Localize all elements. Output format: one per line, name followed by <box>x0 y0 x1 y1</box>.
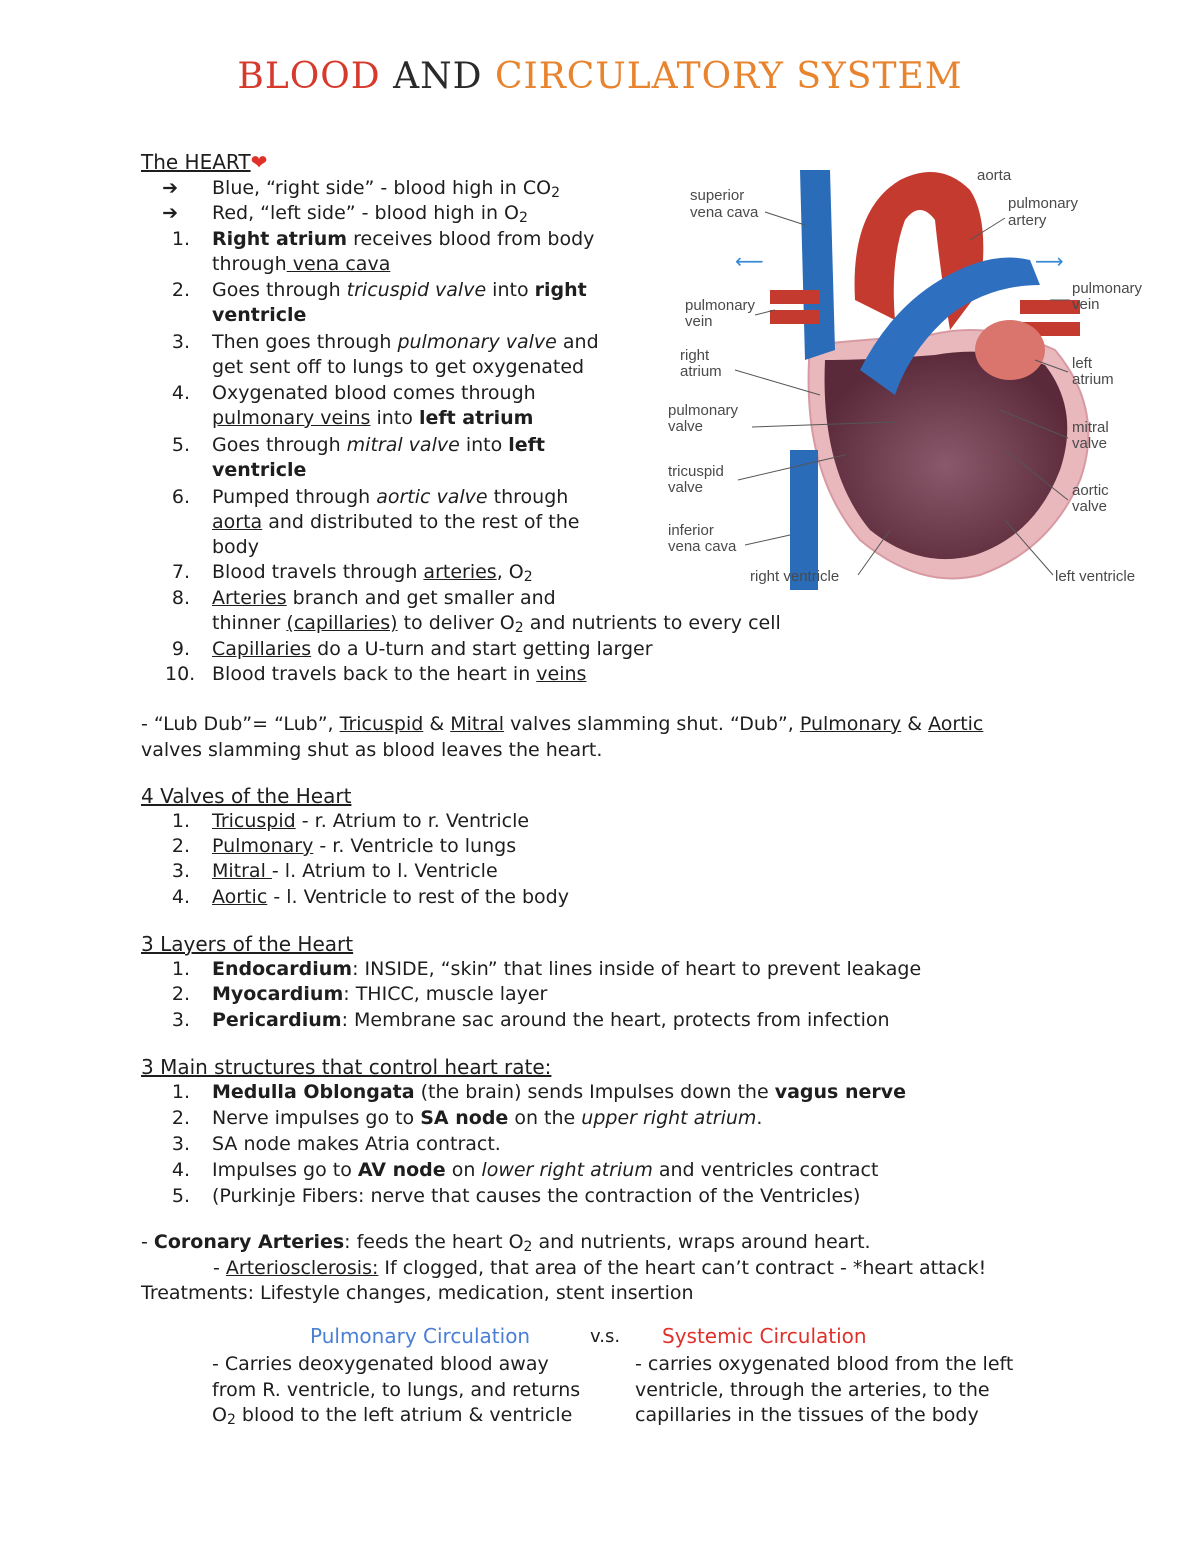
svg-text:tricuspid: tricuspid <box>668 463 724 480</box>
pulmonary-vein-left-shape <box>770 290 820 304</box>
svg-text:valve: valve <box>1072 435 1108 452</box>
svg-text:valve: valve <box>1072 498 1108 515</box>
heart-heading-text: The HEART <box>141 150 251 174</box>
svg-text:vena cava: vena cava <box>668 538 737 555</box>
svg-text:pulmonary: pulmonary <box>1072 280 1143 297</box>
svg-text:right: right <box>680 347 710 364</box>
title-blood: BLOOD <box>237 56 381 97</box>
heart-section: The HEART❤ ➔ Blue, “right side” - blood high in $CO_2$ ➔ Red, “left side” - blood high in $O_2$ 1. Right atrium receives blood from body through vena cava 2. Goes through tricuspid valve into right ventricle 3. Then goes through pulmonary valve and get sent off to lungs to get oxygenated 4. Oxygenated blood comes through pulmonary veins into left atrium 5. Goes through mitral valve into left ventricle 6. Pumped through aortic valve through aorta and distributed to the rest of the body 7. Blood travels through arteries, $O_2$ 8. Arteries branch and get smaller and thinner (capillaries) to deliver $O_2$ and nutrients to every cell 9. Capillaries do a U-turn and start getting larger 10. Blood travels back to the heart in veins <box>141 150 781 685</box>
pulmonary-vein-right-shape <box>1020 300 1080 314</box>
systemic-circulation-title: Systemic Circulation <box>662 1324 867 1348</box>
svg-text:vein: vein <box>1072 296 1100 313</box>
arrow-right-icon: ➔ <box>162 202 178 224</box>
vena-cava-superior <box>800 170 835 360</box>
svg-text:inferior: inferior <box>668 522 714 539</box>
systemic-circulation-desc: - carries oxygenated blood from the left ventricle, through the arteries, to the capillaries in the tissues of the body <box>635 1353 1014 1426</box>
layers-heading: 3 Layers of the Heart <box>141 932 354 956</box>
layers-list: 1. Endocardium: INSIDE, “skin” that lines inside of heart to prevent leakage 2. Myocardium: THICC, muscle layer 3. Pericardium: Membrane sac around the heart, protects from infection <box>171 958 922 1031</box>
svg-text:pulmonary: pulmonary <box>1008 195 1079 212</box>
svg-text:left: left <box>1072 355 1093 372</box>
svg-text:vein: vein <box>685 313 713 330</box>
svg-text:artery: artery <box>1008 212 1047 229</box>
valves-list: 1. Tricuspid - r. Atrium to r. Ventricle 2. Pulmonary - r. Ventricle to lungs 3. Mitral - l. Atrium to l. Ventricle 4. Aortic - l. Ventricle to rest of the body <box>171 810 569 908</box>
structures-list: 1. Medulla Oblongata (the brain) sends Impulses down the vagus nerve 2. Nerve impulses go to SA node on the upper right atrium. 3. SA node makes Atria contract. 4. Impulses go to AV node on lower right atrium and ventricles contract 5. (Purkinje Fibers: nerve that causes the contraction of the Ventricles) <box>171 1081 907 1207</box>
svg-text:⟵: ⟵ <box>735 249 764 273</box>
svg-text:vena cava: vena cava <box>690 204 759 221</box>
pulmonary-circulation-title: Pulmonary Circulation <box>310 1324 531 1348</box>
svg-text:valve: valve <box>668 418 704 435</box>
lub-dub-note: - “Lub Dub”= “Lub”, Tricuspid & Mitral valves slamming shut. “Dub”, Pulmonary & Aortic valves slamming shut as blood leaves the heart. <box>141 713 984 761</box>
coronary-note: - Coronary Arteries: feeds the heart $O_2$ and nutrients, wraps around heart. - Arteriosclerosis: If clogged, that area of the heart can’t contract - *heart attack! Treatments: Lifestyle changes, medication, stent insertion <box>141 1231 987 1304</box>
left-atrium-shape <box>975 320 1045 380</box>
svg-text:valve: valve <box>668 479 704 496</box>
svg-text:pulmonary: pulmonary <box>668 402 739 419</box>
svg-text:mitral: mitral <box>1072 419 1109 436</box>
svg-text:aortic: aortic <box>1072 482 1109 499</box>
title-circulatory-system: CIRCULATORY SYSTEM <box>494 56 963 97</box>
svg-text:pulmonary: pulmonary <box>685 297 756 314</box>
label-aorta: aorta <box>977 167 1012 184</box>
heart-heading <box>141 150 267 176</box>
page-title <box>0 56 1200 97</box>
svg-text:⟶: ⟶ <box>1035 249 1064 273</box>
arrow-right-icon: ➔ <box>162 177 178 199</box>
structures-heading: 3 Main structures that control heart rate: <box>141 1055 552 1079</box>
svg-text:superior: superior <box>690 187 745 204</box>
heart-diagram <box>660 150 1160 600</box>
svg-text:left ventricle: left ventricle <box>1055 568 1136 585</box>
heart-icon: ❤ <box>250 150 268 174</box>
title-and: AND <box>393 56 483 97</box>
svg-text:right ventricle: right ventricle <box>750 568 840 585</box>
vs-label: v.s. <box>590 1326 621 1347</box>
svg-text:atrium: atrium <box>680 363 722 380</box>
valves-heading: 4 Valves of the Heart <box>141 784 352 808</box>
pulmonary-circulation-desc: - Carries deoxygenated blood away from R. ventricle, to lungs, and returns $O_2$ blood to the left atrium & ventricle <box>212 1353 581 1428</box>
svg-text:atrium: atrium <box>1072 371 1114 388</box>
